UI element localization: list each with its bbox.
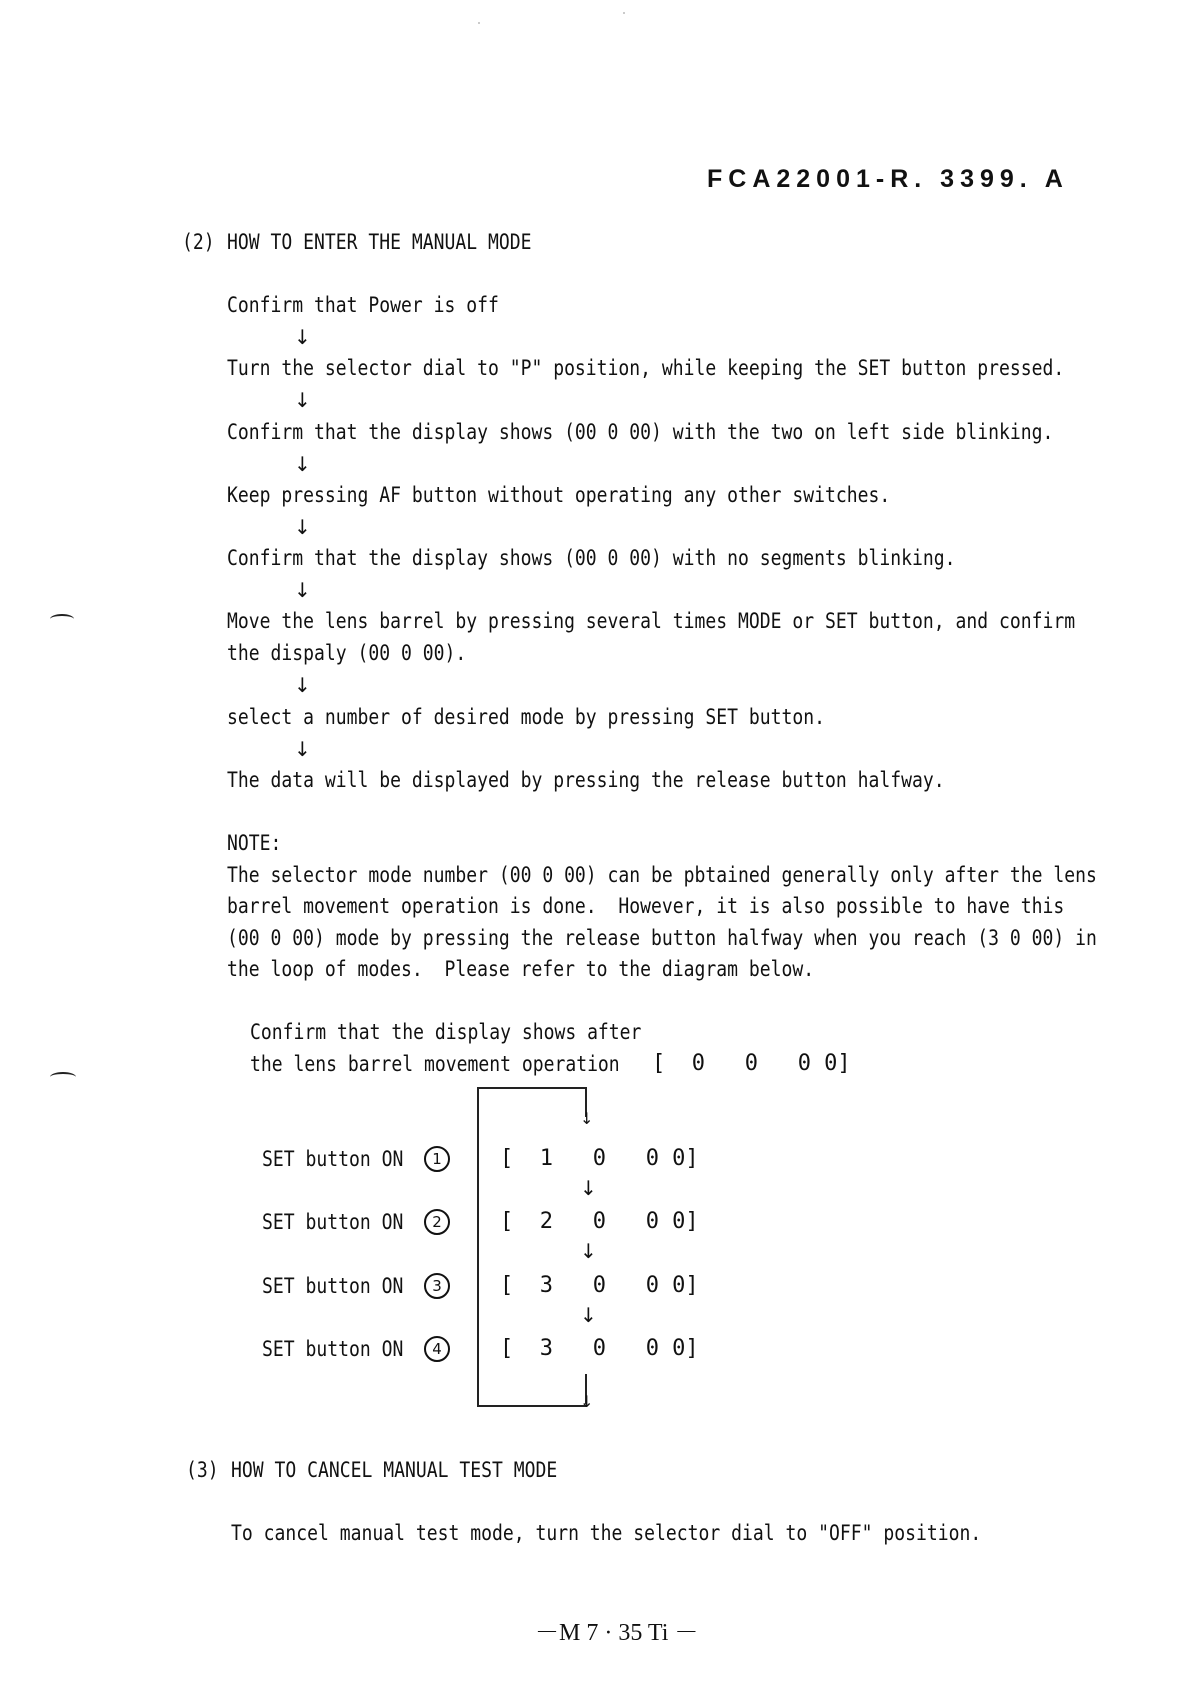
diagram-header: the lens barrel movement operation — [250, 1052, 620, 1076]
down-arrow-icon: ↓ — [580, 1176, 597, 1200]
mode-display: [ 2 0 0 0] — [500, 1209, 699, 1234]
step-number-badge: 1 — [424, 1146, 450, 1172]
set-button-label: SET button ON — [262, 1210, 404, 1234]
mode-display: [ 3 0 0 0] — [500, 1336, 699, 1361]
down-arrow-icon: ↓ — [580, 1109, 594, 1128]
down-arrow-icon: ↓ — [294, 452, 311, 476]
set-button-label: SET button ON — [262, 1147, 404, 1171]
initial-display: [ 0 0 0 0] — [652, 1051, 851, 1076]
section-text: To cancel manual test mode, turn the selector dial to "OFF" position. — [231, 1521, 982, 1545]
section-title: HOW TO ENTER THE MANUAL MODE — [227, 230, 532, 254]
note-line: barrel movement operation is done. However, it is also possible to have this — [227, 894, 1065, 918]
step-text: Turn the selector dial to "P" position, while keeping the SET button pressed. — [227, 356, 1065, 380]
document-id: FCA22001-R. 3399. A — [707, 165, 1069, 193]
scan-speck — [478, 22, 480, 24]
note-label: NOTE: — [227, 831, 282, 855]
step-text: Confirm that the display shows (00 0 00) with the two on left side blinking. — [227, 420, 1054, 444]
step-text: The data will be displayed by pressing the release button halfway. — [227, 768, 945, 792]
step-text: Keep pressing AF button without operating any other switches. — [227, 483, 891, 507]
down-arrow-icon: ↓ — [294, 515, 311, 539]
step-text: the dispaly (00 0 00). — [227, 641, 467, 665]
section-number: (3) — [186, 1458, 219, 1482]
step-text: select a number of desired mode by pressing SET button. — [227, 705, 826, 729]
step-number-badge: 2 — [424, 1209, 450, 1235]
scan-speck — [623, 12, 625, 14]
set-button-label: SET button ON — [262, 1337, 404, 1361]
page-number: －M 7 · 35 Ti － — [535, 1620, 699, 1646]
step-number-badge: 3 — [424, 1273, 450, 1299]
diagram-header: Confirm that the display shows after — [250, 1020, 642, 1044]
down-arrow-icon: ↓ — [580, 1303, 597, 1327]
note-line: The selector mode number (00 0 00) can be pbtained generally only after the lens — [227, 863, 1097, 887]
section-number: (2) — [182, 230, 215, 254]
down-arrow-icon: ↓ — [294, 673, 311, 697]
note-line: (00 0 00) mode by pressing the release button halfway when you reach (3 0 00) in — [227, 926, 1097, 950]
down-arrow-icon: ↓ — [294, 578, 311, 602]
down-arrow-icon: ↓ — [580, 1239, 597, 1263]
step-text: Confirm that Power is off — [227, 293, 499, 317]
step-text: Confirm that the display shows (00 0 00) with no segments blinking. — [227, 546, 956, 570]
step-number-badge: 4 — [424, 1336, 450, 1362]
step-text: Move the lens barrel by pressing several times MODE or SET button, and confirm — [227, 609, 1076, 633]
note-line: the loop of modes. Please refer to the diagram below. — [227, 957, 815, 981]
down-arrow-icon: ↓ — [294, 737, 311, 761]
set-button-label: SET button ON — [262, 1274, 404, 1298]
margin-mark — [50, 1072, 76, 1082]
down-arrow-icon: ↓ — [580, 1392, 594, 1411]
margin-mark — [50, 614, 74, 624]
down-arrow-icon: ↓ — [294, 388, 311, 412]
mode-display: [ 1 0 0 0] — [500, 1146, 699, 1171]
mode-display: [ 3 0 0 0] — [500, 1273, 699, 1298]
down-arrow-icon: ↓ — [294, 325, 311, 349]
section-title: HOW TO CANCEL MANUAL TEST MODE — [231, 1458, 558, 1482]
